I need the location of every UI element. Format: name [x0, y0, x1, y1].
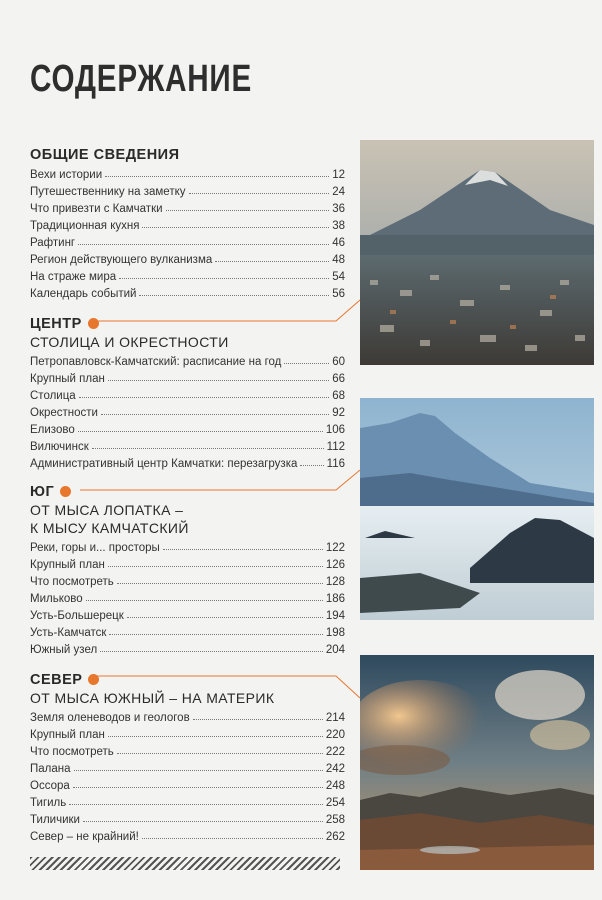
section-title: ОБЩИЕ СВЕДЕНИЯ — [30, 146, 180, 163]
toc-entry-title: Земля оленеводов и геологов — [30, 712, 190, 724]
toc-entry-title: Север – не крайний! — [30, 831, 139, 843]
toc-entry-title: Крупный план — [30, 729, 105, 741]
toc-entry-title: Тигиль — [30, 797, 67, 809]
toc-entry-page: 186 — [325, 593, 345, 605]
toc-entry-page: 56 — [332, 288, 345, 300]
section-subtitle: СТОЛИЦА И ОКРЕСТНОСТИ — [30, 334, 229, 350]
toc-entry-page: 126 — [325, 559, 345, 571]
toc-entry-title: Реки, горы и... просторы — [30, 542, 160, 554]
toc-entry-title: Усть-Камчатск — [30, 627, 107, 639]
toc-entry-title: Мильково — [30, 593, 83, 605]
toc-entry-page: 92 — [332, 407, 345, 419]
toc-entry-page: 128 — [325, 576, 345, 588]
toc-entry-page: 12 — [332, 169, 345, 181]
toc-entry-page: 214 — [325, 712, 345, 724]
toc-entry-page: 46 — [332, 237, 345, 249]
toc-entry-page: 106 — [325, 424, 345, 436]
toc-entry-title: Крупный план — [30, 559, 105, 571]
toc-entry-page: 262 — [325, 831, 345, 843]
toc-entry-page: 66 — [332, 373, 345, 385]
toc-entry-page: 242 — [325, 763, 345, 775]
toc-entry-page: 222 — [325, 746, 345, 758]
toc-entry-title: На страже мира — [30, 271, 117, 283]
toc-entry-title: Палана — [30, 763, 71, 775]
toc-entry-page: 116 — [326, 458, 345, 470]
toc-entry-title: Что посмотреть — [30, 746, 114, 758]
section-title: ЮГ — [30, 482, 345, 501]
toc-entry-title: Рафтинг — [30, 237, 76, 249]
toc-entry-page: 24 — [332, 186, 345, 198]
toc-entry-title: Традиционная кухня — [30, 220, 140, 232]
section-title: СЕВЕР — [30, 670, 345, 689]
toc-entry-title: Крупный план — [30, 373, 105, 385]
toc-entry-page: 36 — [332, 203, 345, 215]
toc-entry-title: Елизово — [30, 424, 75, 436]
toc-entry-page: 198 — [325, 627, 345, 639]
toc-entry-title: Южный узел — [30, 644, 98, 656]
toc-entry-title: Что привезти с Камчатки — [30, 203, 163, 215]
toc-entry-page: 204 — [325, 644, 345, 656]
section-subtitle: ОТ МЫСА ЛОПАТКА – — [30, 502, 184, 518]
toc-entry-title: Административный центр Камчатки: перезагрузка — [30, 458, 298, 470]
page-title: СОДЕРЖАНИЕ — [30, 58, 253, 100]
toc-entry-page: 258 — [325, 814, 345, 826]
toc-entry-title: Регион действующего вулканизма — [30, 254, 213, 266]
section-subtitle: К МЫСУ КАМЧАТСКИЙ — [30, 520, 189, 536]
toc-entry-page: 68 — [332, 390, 345, 402]
toc-entry-page: 254 — [325, 797, 345, 809]
section-title: ЦЕНТР — [30, 314, 345, 333]
toc-entry-title: Вилючинск — [30, 441, 89, 453]
toc-entry-title: Путешественнику на заметку — [30, 186, 186, 198]
toc-entry-title: Петропавловск-Камчатский: расписание на год — [30, 356, 282, 368]
toc-entry-title: Окрестности — [30, 407, 98, 419]
toc-entry-page: 38 — [332, 220, 345, 232]
toc-entry-page: 54 — [332, 271, 345, 283]
toc-entry-title: Столица — [30, 390, 76, 402]
toc-entry-page: 112 — [326, 441, 345, 453]
toc-entry-title: Усть-Большерецк — [30, 610, 124, 622]
toc-entry-page: 60 — [332, 356, 345, 368]
toc-entry-title: Тиличики — [30, 814, 80, 826]
toc-entry-title: Вехи истории — [30, 169, 103, 181]
toc-entry-page: 220 — [325, 729, 345, 741]
toc-entry-page: 122 — [325, 542, 345, 554]
toc-entry-page: 194 — [325, 610, 345, 622]
decorative-hatch-bar — [30, 857, 340, 870]
section-subtitle: ОТ МЫСА ЮЖНЫЙ – НА МАТЕРИК — [30, 690, 275, 706]
toc-entry-page: 248 — [325, 780, 345, 792]
toc-entry-title: Что посмотреть — [30, 576, 114, 588]
toc-entry-title: Календарь событий — [30, 288, 137, 300]
toc-entry-title: Оссора — [30, 780, 70, 792]
toc-entry-page: 48 — [332, 254, 345, 266]
